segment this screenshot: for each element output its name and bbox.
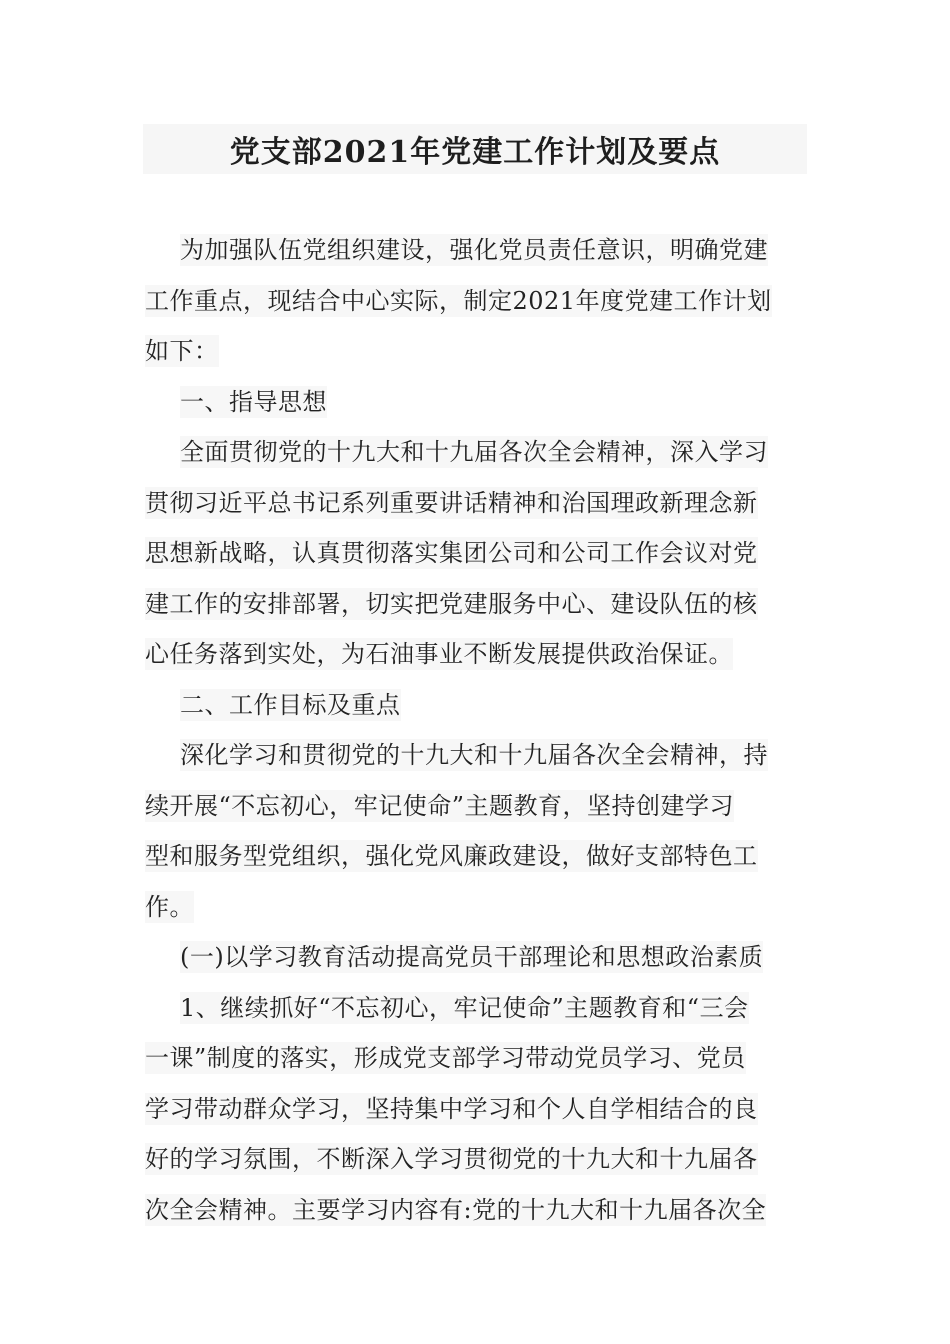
text-line-content: 全面贯彻党的十九大和十九届各次全会精神，深入学习 [180, 438, 768, 466]
text-line-content: 学习带动群众学习，坚持集中学习和个人自学相结合的良 [145, 1094, 758, 1123]
text-line-content: 心任务落到实处，为石油事业不断发展提供政治保证。 [145, 640, 733, 668]
text-line [145, 680, 807, 731]
text-line [145, 932, 807, 983]
text-line-content: 好的学习氛围，不断深入学习贯彻党的十九大和十九届各 [145, 1145, 758, 1173]
text-line [145, 1185, 807, 1236]
text-line [145, 983, 807, 1034]
text-line [145, 326, 807, 377]
text-line [145, 1134, 807, 1185]
text-line-content: 续开展“不忘初心，牢记使命”主题教育，坚持创建学习 [145, 791, 735, 820]
text-line-content: 如下： [145, 337, 219, 365]
text-line-content: 思想新战略，认真贯彻落实集团公司和公司工作会议对党 [145, 539, 758, 567]
text-line-content: 一课”制度的落实，形成党支部学习带动党员学习、党员 [145, 1044, 746, 1072]
text-line [145, 1084, 807, 1135]
text-line [145, 781, 807, 832]
text-line [145, 478, 807, 529]
text-line [145, 427, 807, 478]
text-line-content: 深化学习和贯彻党的十九大和十九届各次全会精神，持 [180, 741, 768, 769]
text-line [145, 831, 807, 882]
text-line-content: 次全会精神。主要学习内容有:党的十九大和十九届各次全 [145, 1195, 767, 1224]
text-line-content: 一、指导思想 [180, 387, 327, 416]
text-line [145, 730, 807, 781]
text-line-content: 贯彻习近平总书记系列重要讲话精神和治国理政新理念新 [145, 488, 758, 517]
text-line-content: 型和服务型党组织，强化党风廉政建设，做好支部特色工 [145, 842, 758, 870]
text-line [145, 882, 807, 933]
text-line-content: 二、工作目标及重点 [180, 690, 401, 719]
text-line-content: 1、继续抓好“不忘初心，牢记使命”主题教育和“三会 [180, 993, 749, 1022]
text-line [145, 1033, 807, 1084]
title-band [143, 124, 807, 174]
text-line-content: 作。 [145, 892, 194, 921]
text-line [145, 629, 807, 680]
document-body [145, 225, 807, 1235]
text-line-content: 为加强队伍党组织建设，强化党员责任意识，明确党建 [180, 236, 768, 264]
text-line-content: 建工作的安排部署，切实把党建服务中心、建设队伍的核 [145, 589, 758, 618]
text-line-content: (一)以学习教育活动提高党员干部理论和思想政治素质 [180, 943, 764, 971]
text-line-content: 工作重点，现结合中心实际，制定2021年度党建工作计划 [145, 286, 772, 315]
document-title: 党支部2021年党建工作计划及要点 [229, 135, 721, 170]
text-line [145, 276, 807, 327]
text-line [145, 579, 807, 630]
text-line [145, 225, 807, 276]
text-line [145, 377, 807, 428]
text-line [145, 528, 807, 579]
